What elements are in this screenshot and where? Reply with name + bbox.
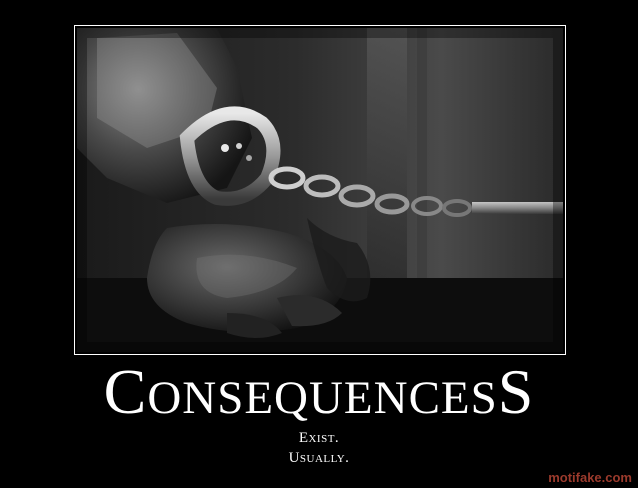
site-watermark: motifake.com: [548, 470, 632, 485]
poster-title-first-letter: C: [103, 356, 148, 427]
poster-subtitle: [0, 428, 638, 468]
photo-illustration: [77, 28, 563, 352]
handcuffed-hands-photo: [77, 28, 563, 352]
photo-frame: [74, 25, 566, 355]
poster-title: [0, 356, 638, 430]
poster-subtitle-line-1: Exist.: [298, 430, 340, 446]
poster-subtitle-line-2: Usually.: [288, 450, 350, 466]
poster-title-rest: ONSEQUENCES: [147, 372, 498, 424]
poster-title-last-letter: S: [497, 356, 535, 427]
